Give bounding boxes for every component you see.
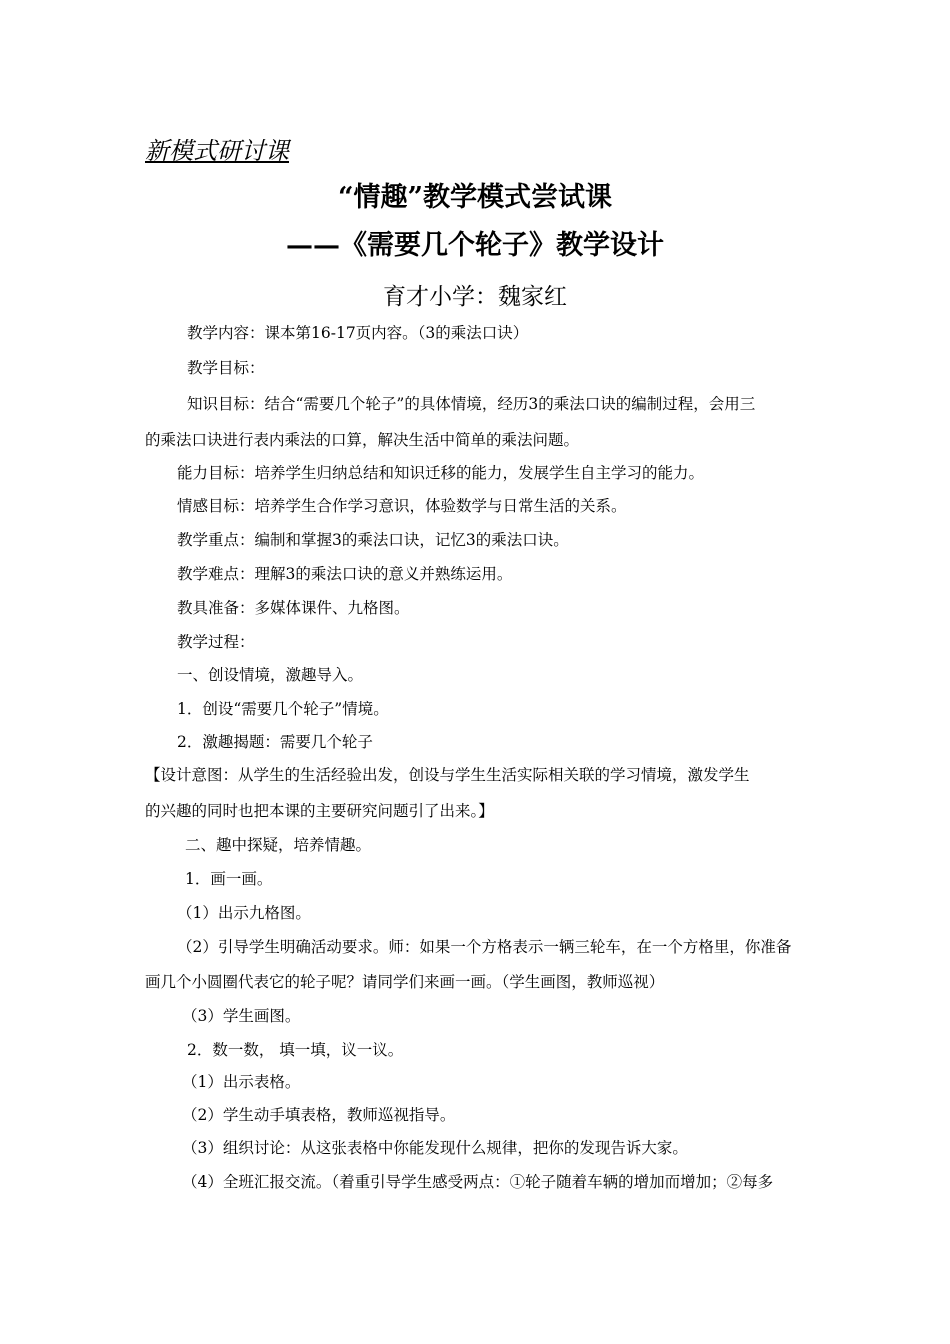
body-line: （3）学生画图。 bbox=[182, 1007, 301, 1025]
body-line: 2．数一数， 填一填，议一议。 bbox=[187, 1041, 404, 1059]
body-line: 画几个小圆圈代表它的轮子呢？请同学们来画一画。（学生画图，教师巡视） bbox=[145, 973, 665, 991]
body-line: 教学难点：理解3的乘法口诀的意义并熟练运用。 bbox=[177, 565, 513, 583]
body-line: 教学重点：编制和掌握3的乘法口诀，记忆3的乘法口诀。 bbox=[177, 531, 569, 549]
document-subtitle: ——《需要几个轮子》教学设计 bbox=[286, 230, 664, 261]
body-line: 能力目标：培养学生归纳总结和知识迁移的能力，发展学生自主学习的能力。 bbox=[177, 464, 705, 482]
body-line: （2）引导学生明确活动要求。师：如果一个方格表示一辆三轮车，在一个方格里，你准备 bbox=[177, 938, 792, 956]
body-line: 的乘法口诀进行表内乘法的口算，解决生活中简单的乘法问题。 bbox=[145, 431, 580, 449]
body-line: 2．激趣揭题：需要几个轮子 bbox=[177, 733, 373, 751]
design-intent-line: 【设计意图：从学生的生活经验出发，创设与学生生活实际相关联的学习情境，激发学生 bbox=[145, 766, 750, 784]
body-line: （1）出示表格。 bbox=[182, 1073, 301, 1091]
author-line: 育才小学：魏家红 bbox=[383, 284, 567, 310]
body-line: 教具准备：多媒体课件、九格图。 bbox=[177, 599, 410, 617]
body-line: 知识目标：结合“需要几个轮子”的具体情境，经历3的乘法口诀的编制过程，会用三 bbox=[187, 395, 756, 413]
header-tag: 新模式研讨课 bbox=[145, 137, 289, 165]
design-intent-line: 的兴趣的同时也把本课的主要研究问题引了出来。】 bbox=[145, 802, 494, 820]
body-line: （2）学生动手填表格，教师巡视指导。 bbox=[182, 1106, 456, 1124]
body-line: 教学内容：课本第16-17页内容。（3的乘法口诀） bbox=[187, 324, 529, 342]
body-line: 教学目标： bbox=[187, 359, 265, 377]
body-line: （1）出示九格图。 bbox=[177, 904, 311, 922]
body-line: 情感目标：培养学生合作学习意识，体验数学与日常生活的关系。 bbox=[177, 497, 627, 515]
body-line: 二、趣中探疑，培养情趣。 bbox=[185, 836, 372, 854]
body-line: 1．创设“需要几个轮子”情境。 bbox=[177, 700, 389, 718]
body-line: 1．画一画。 bbox=[185, 870, 273, 888]
body-line: 一、创设情境，激趣导入。 bbox=[177, 666, 364, 684]
body-line: （4）全班汇报交流。（着重引导学生感受两点：①轮子随着车辆的增加而增加；②每多 bbox=[182, 1173, 774, 1191]
document-title: “情趣”教学模式尝试课 bbox=[337, 182, 613, 213]
body-line: 教学过程： bbox=[177, 633, 255, 651]
body-line: （3）组织讨论：从这张表格中你能发现什么规律，把你的发现告诉大家。 bbox=[182, 1139, 688, 1157]
